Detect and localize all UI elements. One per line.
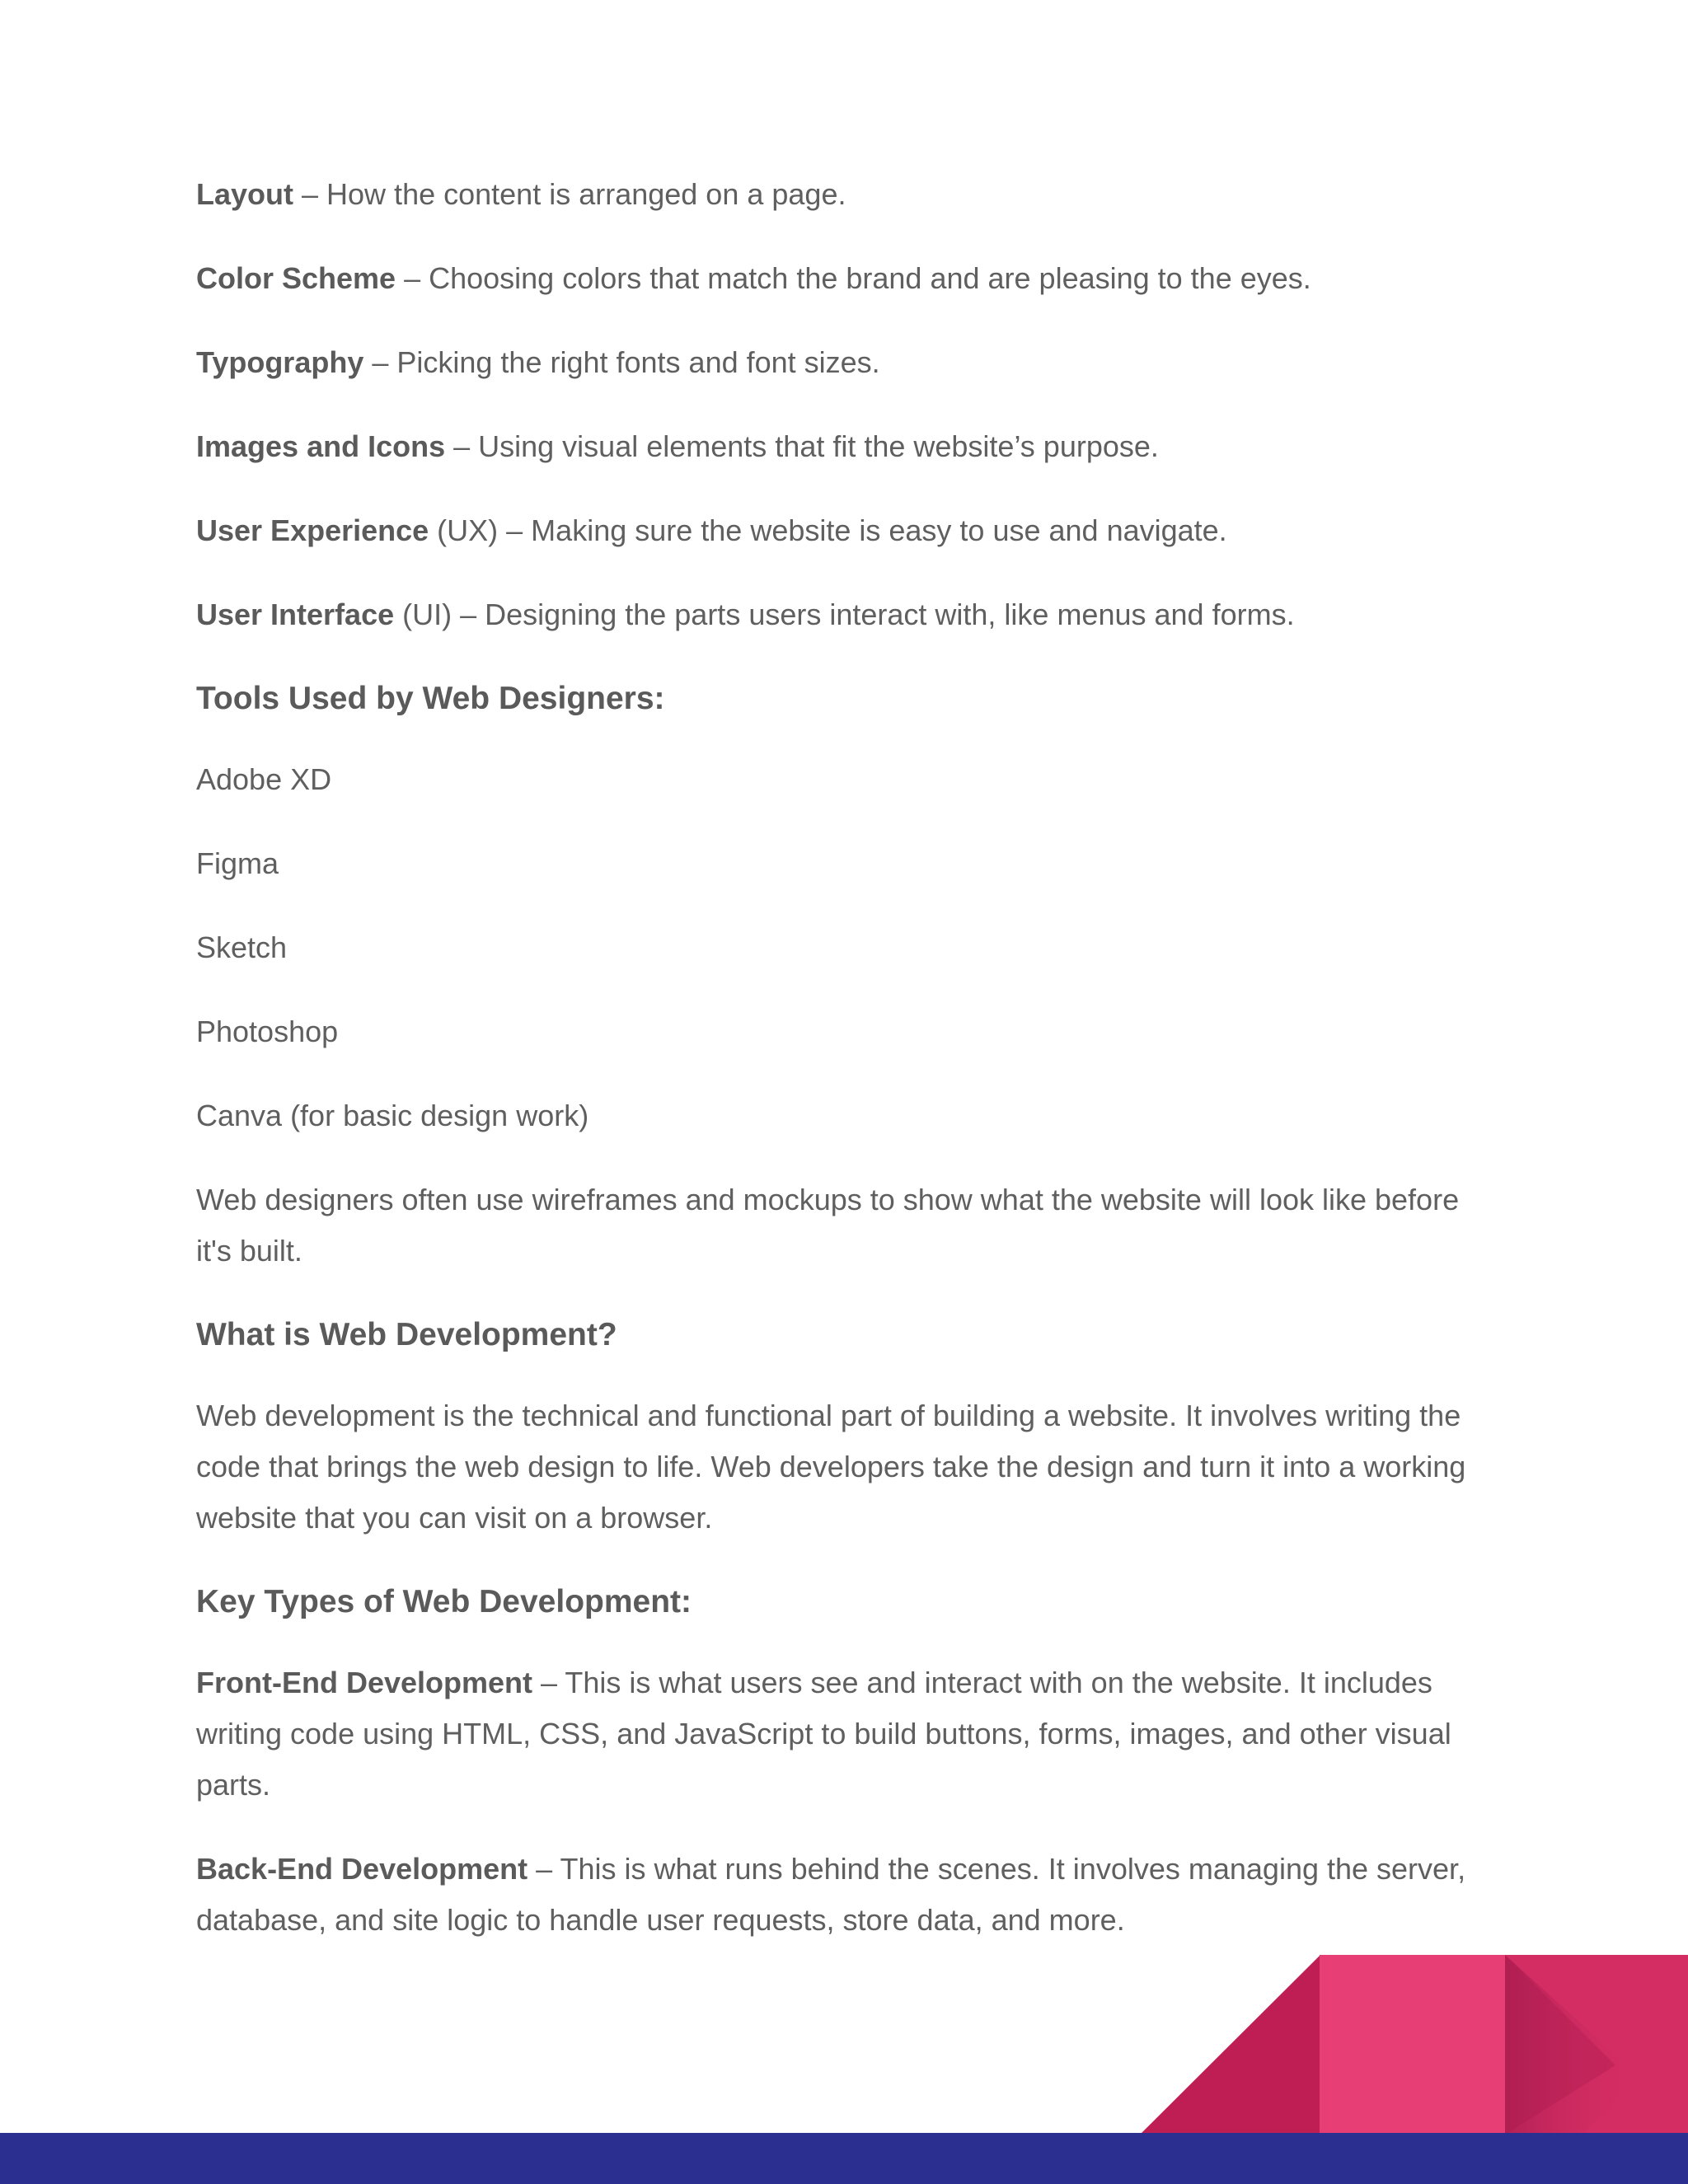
term-label: Back-End Development: [196, 1852, 528, 1886]
term-label: Typography: [196, 345, 364, 379]
term-description: – How the content is arranged on a page.: [293, 177, 846, 211]
term-description: – This is what users see and interact with on the website. It includes writing code using HTML, CSS, and JavaScript to build buttons, forms, images, and other visual parts.: [196, 1666, 1451, 1802]
term-label: Front-End Development: [196, 1666, 533, 1699]
term-description: – Picking the right fonts and font sizes.: [363, 345, 880, 379]
term-label: Color Scheme: [196, 261, 396, 295]
term-description: (UX) – Making sure the website is easy to use and navigate.: [429, 513, 1227, 547]
term-description: (UI) – Designing the parts users interact with, like menus and forms.: [394, 598, 1295, 631]
tool-item: Sketch: [196, 930, 288, 964]
web-dev-heading: What is Web Development?: [196, 1317, 617, 1352]
term-description: – Using visual elements that fit the website’s purpose.: [445, 429, 1159, 463]
term-label: Images and Icons: [196, 429, 446, 463]
term-description: – This is what runs behind the scenes. It involves managing the server, database, and site logic to handle user requests, store data, and more.: [196, 1852, 1466, 1937]
term-label: Layout: [196, 177, 294, 211]
web-dev-paragraph: Web development is the technical and functional part of building a website. It involves writing the code that brings the web design to life. Web developers take the design and turn it into a working website that you can visit on a browser.: [196, 1399, 1466, 1535]
tool-item: Adobe XD: [196, 762, 332, 796]
term-description: – Choosing colors that match the brand and are pleasing to the eyes.: [396, 261, 1311, 295]
footer-dark-triangle: [1140, 1955, 1320, 2135]
term-label: User Experience: [196, 513, 429, 547]
tool-item: Canva (for basic design work): [196, 1099, 589, 1132]
wireframes-paragraph: Web designers often use wireframes and mockups to show what the website will look like before it's built.: [196, 1183, 1460, 1268]
footer-navy-bar: [0, 2133, 1688, 2184]
tool-item: Photoshop: [196, 1015, 339, 1048]
tool-item: Figma: [196, 846, 279, 880]
term-label: User Interface: [196, 598, 395, 631]
tools-heading: Tools Used by Web Designers:: [196, 681, 665, 716]
key-types-heading: Key Types of Web Development:: [196, 1584, 692, 1619]
footer-pink-block: [1320, 1955, 1506, 2135]
